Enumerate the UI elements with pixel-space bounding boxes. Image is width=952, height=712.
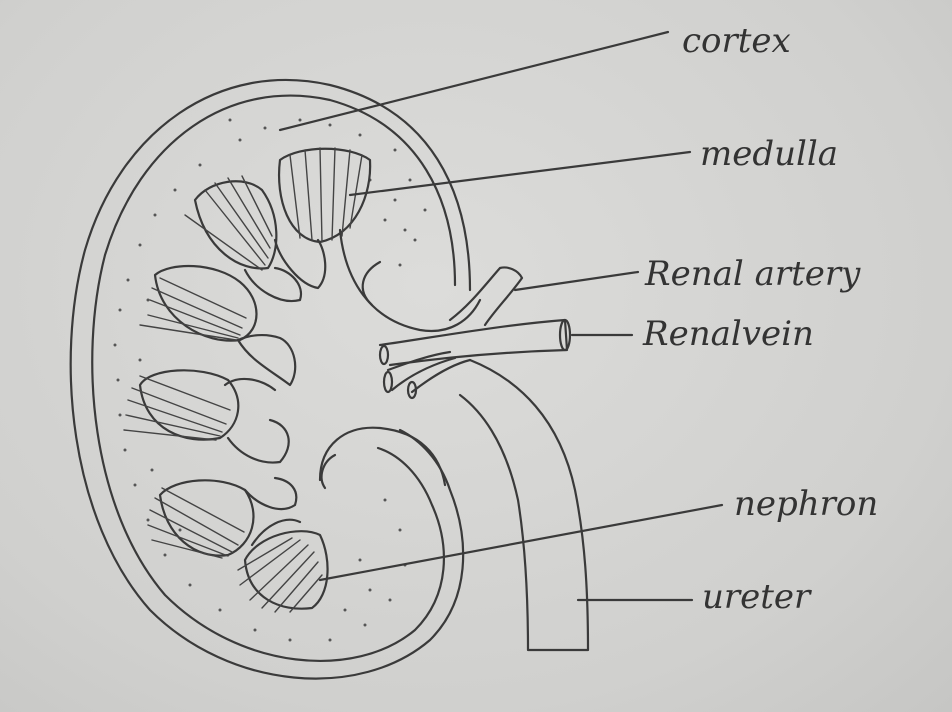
label-medulla: medulla: [700, 134, 839, 174]
label-renal-vein: Renalvein: [643, 314, 814, 354]
pyramid-5: [148, 480, 253, 558]
pyramid-2: [185, 176, 276, 270]
ureter: [460, 360, 588, 650]
renal-sinus-hook-upper: [363, 262, 380, 305]
renal-artery-leader: [515, 272, 638, 290]
cortex-leader: [280, 32, 668, 130]
label-ureter: ureter: [702, 577, 811, 617]
kidney-outer-outline: [71, 80, 470, 679]
renal-vein-branch-end-2: [384, 372, 392, 392]
calyces: [225, 240, 325, 545]
renal-vein-branch-end-1: [380, 346, 388, 364]
pyramid-4: [124, 370, 238, 440]
renal-artery: [450, 267, 522, 325]
pyramid-6: [238, 531, 328, 612]
medulla-leader: [350, 152, 690, 195]
label-nephron: nephron: [734, 484, 879, 524]
renal-sinus-lower: [320, 428, 445, 485]
pyramid-3: [140, 266, 257, 341]
renal-sinus-upper: [340, 230, 480, 331]
label-renal-artery: Renal artery: [645, 254, 861, 294]
label-cortex: cortex: [682, 21, 791, 61]
